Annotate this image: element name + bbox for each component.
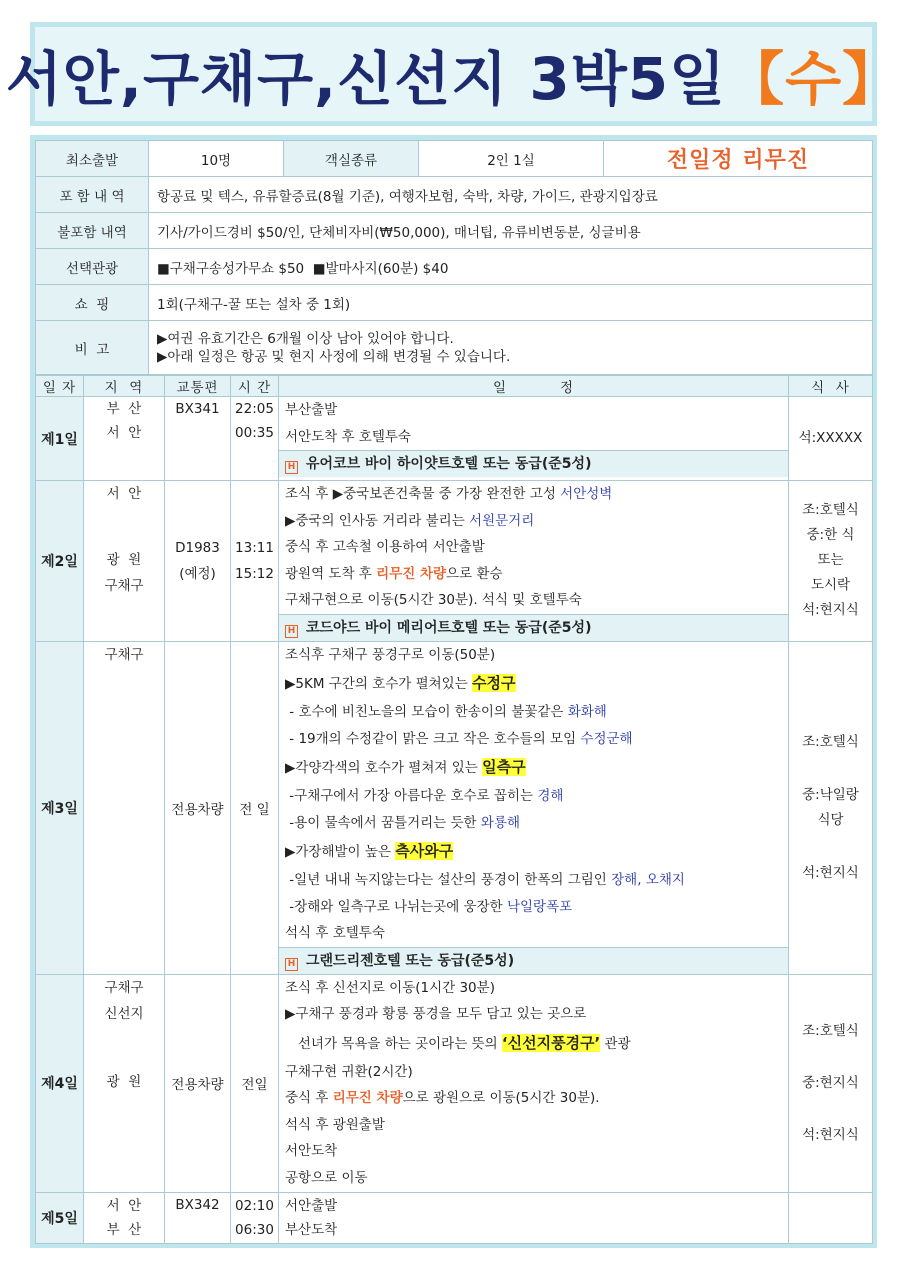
text: ▶중국의 인사동 거리라 불리는	[285, 512, 470, 529]
meal: 도시락	[810, 577, 851, 594]
region: 구채구	[104, 979, 144, 996]
text: 으로 환승	[446, 565, 503, 582]
itinerary-line	[279, 836, 788, 867]
day-row-2	[36, 481, 873, 642]
region-cell	[84, 481, 165, 642]
itinerary-frame	[30, 135, 877, 1248]
day-label: 제1일	[36, 397, 84, 481]
day-row-1	[36, 397, 873, 481]
meal-cell	[789, 481, 873, 642]
header-region: 지 역	[84, 376, 165, 397]
time: 06:30	[235, 1221, 274, 1238]
time: 15:12	[235, 565, 274, 582]
transport-cell	[165, 1192, 231, 1243]
limo-highlight: 리무진 차량	[332, 1090, 403, 1106]
info-table	[35, 140, 873, 375]
title-main: 서안,구채구,신선지 3박5일	[5, 45, 727, 113]
itinerary-line: 부산출발	[285, 402, 338, 418]
promo-text: 전일정 리무진	[604, 141, 873, 177]
shopping-value: 1회(구채구-꿀 또는 설차 중 1회)	[149, 285, 873, 321]
itinerary-line: 석식 후 광원출발	[285, 1116, 385, 1133]
remarks-label: 비 고	[36, 321, 149, 375]
sight-highlight: 수정구	[472, 674, 516, 692]
sight-name: 서안성벽	[560, 486, 613, 502]
region: 신선지	[104, 1005, 144, 1022]
region: 서 안	[106, 425, 142, 441]
transport-cell	[165, 641, 231, 974]
region-cell	[84, 641, 165, 974]
itinerary-sheet	[35, 140, 872, 1243]
included-label: 포 함 내 역	[36, 177, 149, 213]
time-cell	[231, 1192, 279, 1243]
itinerary-line	[279, 508, 788, 535]
text: -용이 물속에서 꿈틀거리는 듯한	[285, 814, 481, 831]
meal: 조:호텔식	[802, 733, 859, 750]
itinerary-cell	[279, 481, 789, 642]
train-note: (예정)	[179, 565, 216, 582]
text: -일년 내내 녹지않는다는 설산의 풍경이 한폭의 그림인	[285, 872, 612, 888]
time: 13:11	[235, 539, 274, 556]
sight-name: 와룡해	[480, 814, 520, 831]
hotel-icon: H	[285, 461, 298, 474]
hotel-name: 그랜드리젠호텔 또는 동급(준5성)	[306, 952, 515, 969]
text: - 호수에 비친노을의 모습이 한송이의 불꽃같은	[285, 704, 568, 720]
sight-highlight: 측사와구	[395, 842, 454, 860]
room-type-value: 2인 1실	[419, 141, 604, 177]
hotel-name: 코드야드 바이 메리어트호텔 또는 동급(준5성)	[306, 619, 592, 636]
min-departure-label: 최소출발	[36, 141, 149, 177]
itinerary-line: 서안도착 후 호텔투숙	[285, 428, 411, 445]
itinerary-line: 조식후 구채구 풍경구로 이동(50분)	[285, 646, 496, 663]
excluded-value: 기사/가이드경비 $50/인, 단체비자비(₩50,000), 매너팁, 유류비변동분, 싱글비용	[149, 213, 873, 249]
itinerary-line	[279, 1085, 788, 1112]
transport: 전용차량	[171, 1077, 224, 1093]
day-label: 제2일	[36, 481, 84, 642]
itinerary-line: 부산도착	[285, 1221, 338, 1238]
itinerary-line	[279, 867, 788, 894]
hotel-name: 유어코브 바이 하이얏트호텔 또는 동급(준5성)	[306, 456, 592, 472]
region: 광 원	[106, 1073, 142, 1090]
itinerary-cell	[279, 974, 789, 1192]
remarks-line: ▶여권 유효기간은 6개월 이상 남아 있어야 합니다.	[157, 330, 454, 347]
text: 관광	[600, 1035, 631, 1052]
itinerary-cell	[279, 641, 789, 974]
shopping-label: 쇼 핑	[36, 285, 149, 321]
itinerary-line	[279, 699, 788, 726]
text: 광원역 도착 후	[285, 565, 377, 582]
hotel-line	[279, 947, 788, 974]
meal: 중:현지식	[802, 1074, 859, 1091]
day-label: 제3일	[36, 641, 84, 974]
title-accent: 【수】	[726, 45, 902, 113]
text: 중식 후	[285, 1090, 333, 1106]
text: ▶가장해발이 높은	[285, 844, 396, 860]
itinerary-line: 석식 후 호텔투숙	[285, 925, 385, 941]
itinerary-line	[279, 561, 788, 588]
time: 전 일	[239, 801, 270, 818]
sight-highlight: 일측구	[482, 758, 526, 776]
itinerary-line: 조식 후 신선지로 이동(1시간 30분)	[285, 979, 495, 996]
sight-name: 낙일랑폭포	[506, 898, 573, 915]
region: 부 산	[106, 1221, 142, 1238]
meal: 석:현지식	[802, 602, 859, 619]
region: 서 안	[106, 486, 142, 502]
itinerary-line: 중식 후 고속철 이용하여 서안출발	[285, 539, 485, 555]
text: - 19개의 수정같이 맑은 크고 작은 호수들의 모임	[285, 730, 581, 747]
region-cell	[84, 397, 165, 481]
header-itinerary: 일 정	[279, 376, 789, 397]
time-cell	[231, 481, 279, 642]
text: 조식 후 ▶중국보존건축물 중 가장 완전한 고성	[285, 486, 561, 502]
schedule-header	[36, 376, 873, 397]
region-cell	[84, 974, 165, 1192]
text: 선녀가 목욕을 하는 곳이라는 뜻의	[285, 1035, 502, 1052]
hotel-icon: H	[285, 958, 298, 971]
time-cell	[231, 974, 279, 1192]
header-transport: 교통편	[165, 376, 231, 397]
sight-highlight: ‘신선지풍경구’	[501, 1033, 601, 1052]
day-row-3	[36, 641, 873, 974]
included-value: 항공료 및 텍스, 유류할증료(8월 기준), 여행자보험, 숙박, 차량, 가이드, 관광지입장료	[149, 177, 873, 213]
itinerary-line: 공항으로 이동	[285, 1169, 368, 1186]
remarks-value	[149, 321, 873, 375]
day-row-5	[36, 1192, 873, 1243]
sight-name: 수정군해	[580, 730, 633, 747]
meal: 석:현지식	[802, 864, 859, 881]
transport-cell	[165, 397, 231, 481]
train-number: D1983	[175, 539, 220, 556]
meal-cell	[789, 974, 873, 1192]
region: 부 산	[106, 401, 142, 417]
itinerary-line: 서안출발	[285, 1197, 338, 1214]
sight-name: 화화해	[567, 704, 607, 720]
itinerary-line	[279, 810, 788, 837]
time: 00:35	[235, 425, 274, 441]
meal-cell	[789, 1192, 873, 1243]
meal: 중:한 식	[806, 527, 855, 544]
itinerary-line: ▶구채구 풍경과 황룡 풍경을 모두 담고 있는 곳으로	[285, 1006, 587, 1022]
region: 구채구	[104, 646, 144, 663]
meal: 조:호텔식	[802, 1022, 859, 1039]
page-title	[5, 27, 902, 121]
title-banner	[5, 22, 902, 126]
region-cell	[84, 1192, 165, 1243]
meal: 조:호텔식	[802, 502, 859, 519]
itinerary-line	[279, 894, 788, 921]
meal-cell	[789, 397, 873, 481]
header-day: 일 자	[36, 376, 84, 397]
header-time: 시 간	[231, 376, 279, 397]
region: 광 원	[106, 552, 142, 568]
time-cell	[231, 641, 279, 974]
itinerary-line	[279, 1028, 788, 1059]
itinerary-cell	[279, 397, 789, 481]
itinerary-cell	[279, 1192, 789, 1243]
meal: 또는	[817, 552, 844, 569]
time: 02:10	[235, 1197, 274, 1214]
itinerary-line: 서안도착	[285, 1143, 338, 1159]
flight-number: BX342	[175, 1196, 220, 1213]
itinerary-line	[279, 783, 788, 810]
hotel-icon: H	[285, 625, 298, 638]
itinerary-line	[279, 726, 788, 753]
meal: 석:현지식	[802, 1126, 859, 1143]
text: -구채구에서 가장 아름다운 호수로 꼽히는	[285, 788, 538, 804]
time: 22:05	[235, 401, 274, 417]
meal-cell	[789, 641, 873, 974]
itinerary-line: 구채구현으로 이동(5시간 30분). 석식 및 호텔투숙	[285, 592, 582, 608]
transport-cell	[165, 481, 231, 642]
text: -장해와 일측구로 나뉘는곳에 웅장한	[285, 898, 507, 915]
optional-tour-value: ■구채구송성가무쇼 $50 ■발마사지(60분) $40	[149, 249, 873, 285]
itinerary-line: 구채구현 귀환(2시간)	[285, 1063, 413, 1080]
room-type-label: 객실종류	[284, 141, 419, 177]
transport: 전용차량	[171, 801, 224, 818]
sight-name: 장해, 오채지	[611, 872, 685, 888]
text: ▶5KM 구간의 호수가 펼쳐있는	[285, 676, 473, 692]
day-label: 제4일	[36, 974, 84, 1192]
meal: 중:낙일랑	[802, 786, 859, 803]
region: 구채구	[104, 578, 144, 594]
header-meal: 식 사	[789, 376, 873, 397]
min-departure-value: 10명	[149, 141, 284, 177]
hotel-line	[279, 614, 788, 641]
region: 서 안	[106, 1197, 142, 1214]
text: ▶각양각색의 호수가 펼쳐져 있는	[285, 760, 483, 776]
itinerary-line	[279, 481, 788, 508]
sight-name: 서원문거리	[469, 512, 535, 529]
time-cell	[231, 397, 279, 481]
remarks-line: ▶아래 일정은 항공 및 현지 사정에 의해 변경될 수 있습니다.	[157, 348, 511, 365]
transport-cell	[165, 974, 231, 1192]
meal: 식당	[817, 811, 844, 828]
time: 전일	[241, 1077, 268, 1093]
schedule-table	[35, 375, 873, 1244]
limo-highlight: 리무진 차량	[376, 565, 447, 582]
text: 으로 광원으로 이동(5시간 30분).	[402, 1090, 600, 1106]
sight-name: 경해	[537, 788, 564, 804]
itinerary-line	[279, 668, 788, 699]
itinerary-line	[279, 752, 788, 783]
excluded-label: 불포함 내역	[36, 213, 149, 249]
optional-tour-label: 선택관광	[36, 249, 149, 285]
hotel-line	[279, 450, 788, 477]
flight-number: BX341	[175, 401, 220, 417]
day-row-4	[36, 974, 873, 1192]
day-label: 제5일	[36, 1192, 84, 1243]
meal: 석:XXXXX	[798, 430, 863, 446]
